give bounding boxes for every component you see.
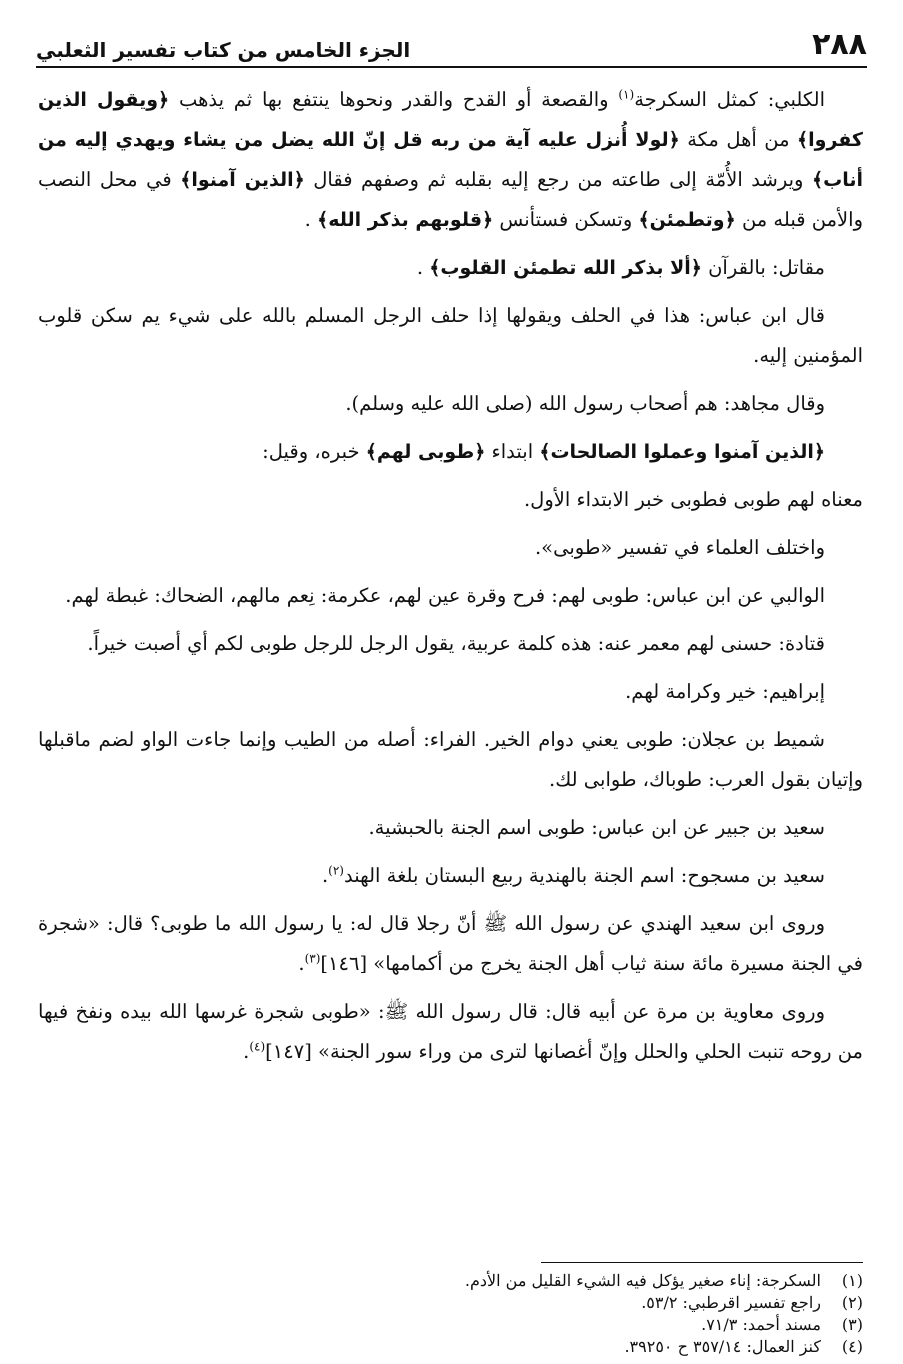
quran-quote: ﴿طوبى لهم﴾	[365, 441, 486, 463]
paragraph	[38, 720, 863, 800]
text-run: وروى معاوية بن مرة عن أبيه قال: قال رسول الله ﷺ: «طوبى شجرة غرسها الله بيده ونفخ فيها من روحه تنبت الحلي والحلل وإنّ أغصانها لترى من وراء سور الجنة» [١٤٧]	[38, 1000, 863, 1063]
paragraph	[38, 904, 863, 984]
footnote	[40, 1270, 863, 1292]
text-run: .	[321, 864, 329, 887]
text-run: إبراهيم: خير وكرامة لهم.	[625, 680, 825, 703]
text-run: سعيد بن جبير عن ابن عباس: طوبى اسم الجنة بالحبشية.	[368, 816, 825, 839]
text-run: وقال مجاهد: هم أصحاب رسول الله (صلى الله عليه وسلم).	[345, 392, 825, 415]
text-run: واختلف العلماء في تفسير «طوبى».	[534, 536, 825, 559]
text-run: خبره، وقيل:	[262, 440, 366, 463]
footnote-number: (١)	[841, 1271, 863, 1290]
text-run: والقصعة أو القدح والقدر ونحوها ينتفع بها ثم يذهب	[169, 88, 619, 111]
quran-quote: ﴿الذين آمنوا وعملوا الصالحات﴾	[539, 441, 825, 463]
text-run: معناه لهم طوبى فطوبى خبر الابتداء الأول.	[523, 488, 863, 511]
page-header	[36, 22, 867, 68]
paragraph	[38, 80, 863, 240]
footnotes	[40, 1270, 863, 1358]
paragraph	[38, 432, 863, 472]
text-run: وتسكن فستأنس	[493, 208, 639, 231]
text-run: .	[304, 208, 318, 231]
text-run: ويرشد الأُمّة إلى طاعته من رجع إليه بقلبه ثم وصفهم فقال	[304, 168, 812, 191]
footnote	[40, 1336, 863, 1358]
footnote-ref: (٤)	[249, 1039, 266, 1054]
paragraph	[38, 296, 863, 376]
text-run: .	[298, 952, 305, 975]
paragraph	[38, 528, 863, 568]
text-run: وروى ابن سعيد الهندي عن رسول الله ﷺ أنّ رجلا قال له: يا رسول الله ما طوبى؟ قال: «شجرة في الجنة مسيرة مائة سنة ثياب أهل الجنة يخرج من أكمامها» [١٤٦]	[38, 912, 863, 975]
quran-quote: ﴿لولا أُنزل عليه آية من ربه قل إنّ الله يضل من يشاء ويهدي إليه من أناب﴾	[38, 129, 863, 191]
footnote-ref: (٢)	[328, 863, 344, 878]
paragraph	[38, 992, 863, 1072]
quran-quote: ﴿ويقول الذين كفروا﴾	[38, 89, 863, 151]
text-run: شميط بن عجلان: طوبى يعني دوام الخير. الفراء: أصله من الطيب وإنما جاءت الواو لضم ماقبلها وإتيان بقول العرب: طوباك، طوابى لك.	[38, 728, 863, 791]
main-text	[38, 80, 863, 1080]
quran-quote: ﴿ألا بذكر الله تطمئن القلوب﴾	[429, 257, 702, 279]
text-run: قتادة: حسنى لهم معمر عنه: هذه كلمة عربية، يقول الرجل للرجل طوبى لكم أي أصبت خيراً.	[87, 632, 825, 655]
text-run: مقاتل: بالقرآن	[701, 256, 825, 279]
footnote-ref: (١)	[618, 87, 635, 102]
text-run: سعيد بن مسجوح: اسم الجنة بالهندية ربيع البستان بلغة الهند	[343, 864, 825, 887]
footnote-text: السكرجة: إناء صغير يؤكل فيه الشيء القليل من الأدم.	[464, 1271, 821, 1290]
footnote-text: مسند أحمد: ٧١/٣.	[701, 1315, 821, 1334]
paragraph	[38, 672, 863, 712]
quran-quote: ﴿وتطمئن﴾	[638, 209, 736, 231]
footnote-number: (٣)	[841, 1315, 863, 1334]
text-run: في محل النصب والأمن قبله من	[38, 168, 863, 231]
quran-quote: ﴿الذين آمنوا﴾	[180, 169, 305, 191]
footnote-text: راجع تفسير اقرطبي: ٥٣/٢.	[641, 1293, 821, 1312]
paragraph	[38, 808, 863, 848]
footnote	[40, 1292, 863, 1314]
quran-quote: ﴿قلوبهم بذكر الله﴾	[317, 209, 494, 231]
footnote-ref: (٣)	[304, 951, 321, 966]
text-run: ابتداء	[485, 440, 540, 463]
footnote-separator	[541, 1262, 863, 1263]
paragraph	[38, 480, 863, 520]
paragraph	[38, 248, 863, 288]
footnote	[40, 1314, 863, 1336]
running-title: الجزء الخامس من كتاب تفسير الثعلبي	[36, 38, 411, 62]
paragraph	[38, 384, 863, 424]
text-run: .	[416, 256, 430, 279]
paragraph	[38, 856, 863, 896]
footnote-number: (٢)	[841, 1293, 863, 1312]
text-run: قال ابن عباس: هذا في الحلف ويقولها إذا حلف الرجل المسلم بالله على شيء يم سكن قلوب المؤمنين إليه.	[38, 304, 863, 367]
text-run: الوالبي عن ابن عباس: طوبى لهم: فرح وقرة عين لهم، عكرمة: نِعم مالهم، الضحاك: غبطة لهم.	[65, 584, 825, 607]
text-run: من أهل مكة	[679, 128, 797, 151]
text-run: الكلبي: كمثل السكرجة	[634, 88, 825, 111]
text-run: .	[243, 1040, 250, 1063]
footnote-number: (٤)	[841, 1337, 863, 1356]
paragraph	[38, 576, 863, 616]
paragraph	[38, 624, 863, 664]
footnote-text: كنز العمال: ٣٥٧/١٤ ح ٣٩٢٥٠.	[624, 1337, 821, 1356]
page-number: ٢٨٨	[812, 27, 867, 62]
